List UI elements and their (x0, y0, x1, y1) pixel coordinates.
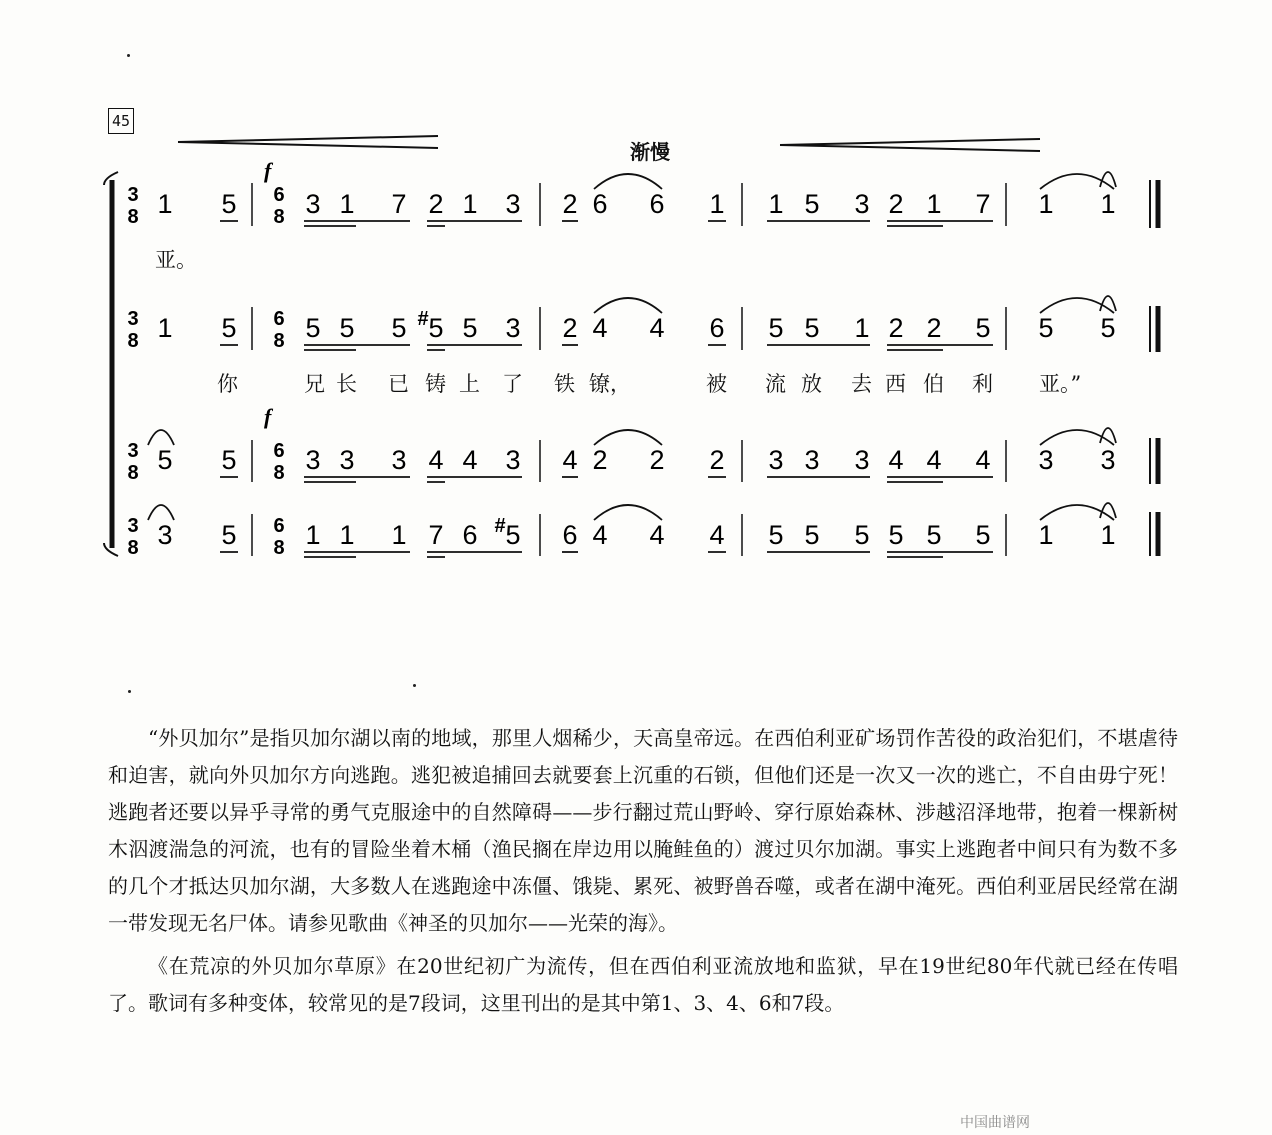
note: 5 (221, 313, 237, 343)
lyric-syllable: 上 (459, 372, 480, 396)
note: 7 (975, 189, 991, 219)
time-sig-num: 6 (273, 184, 285, 206)
note: 7 (428, 520, 444, 550)
scan-speck (128, 690, 131, 693)
note: 4 (975, 445, 991, 475)
note: 3 (854, 189, 870, 219)
lyric-syllable: 铁 (554, 372, 575, 396)
rehearsal-mark: 45 (108, 108, 134, 134)
footer-watermark: 中国曲谱网 (960, 1115, 1030, 1131)
time-sig-num: 6 (273, 515, 285, 537)
note: 6 (562, 520, 578, 550)
time-sig-den: 8 (127, 537, 139, 559)
note: 1 (462, 189, 478, 219)
note: 4 (649, 520, 665, 550)
note: 1 (768, 189, 784, 219)
note: 3 (157, 520, 173, 550)
commentary (108, 720, 1178, 1022)
lyric-syllable: 兄 (304, 372, 325, 396)
note: 4 (592, 520, 608, 550)
note: 5 (1100, 313, 1116, 343)
lyric-syllable: 流 (765, 372, 786, 396)
note: 5 (221, 520, 237, 550)
time-sig-den: 8 (273, 462, 285, 484)
note: 5 (804, 189, 820, 219)
note: 5 (768, 313, 784, 343)
lyric-syllable: 亚。” (1039, 372, 1082, 396)
note: 4 (926, 445, 942, 475)
note: 4 (428, 445, 444, 475)
note: 1 (926, 189, 942, 219)
note: 3 (305, 445, 321, 475)
diminuendo-hairpin (178, 136, 438, 148)
note: 1 (157, 313, 173, 343)
note: 2 (562, 189, 578, 219)
final-barlines (1150, 180, 1158, 556)
note: 3 (505, 189, 521, 219)
lyric-syllable: 镣， (589, 372, 631, 396)
sharp-sign: # (417, 308, 429, 330)
commentary-paragraph-1: “外贝加尔”是指贝加尔湖以南的地域，那里人烟稀少，天高皇帝远。在西伯利亚矿场罚作苦役的政治犯们，不堪虐待和迫害，就向外贝加尔方向逃跑。逃犯被追捕回去就要套上沉重的石锁，但他们还是一次又一次的逃亡，不自由毋宁死！逃跑者还要以异乎寻常的勇气克服途中的自然障碍——步行翻过荒山野岭、穿行原始森林、涉越沼泽地带，抱着一棵新树木泅渡湍急的河流，也有的冒险坐着木桶（渔民搁在岸边用以腌鲑鱼的）渡过贝尔加湖。事实上逃跑者中间只有为数不多的几个才抵达贝加尔湖，大多数人在逃跑途中冻僵、饿毙、累死、被野兽吞噬，或者在湖中淹死。西伯利亚居民经常在湖一带发现无名尸体。请参见歌曲《神圣的贝加尔——光荣的海》。 (108, 726, 1178, 935)
time-sig-den: 8 (127, 462, 139, 484)
lyric-syllable: 已 (388, 372, 409, 396)
note: 5 (1038, 313, 1054, 343)
lyric-syllable: 被 (706, 372, 727, 396)
note: 3 (339, 445, 355, 475)
note: 5 (462, 313, 478, 343)
note: 5 (804, 520, 820, 550)
note: 3 (505, 313, 521, 343)
note: 6 (709, 313, 725, 343)
note: 5 (339, 313, 355, 343)
note: 5 (888, 520, 904, 550)
lyric-syllable: 铸 (425, 372, 446, 396)
note: 1 (391, 520, 407, 550)
time-sig-den: 8 (127, 330, 139, 352)
time-sig-den: 8 (273, 206, 285, 228)
note: 1 (1038, 189, 1054, 219)
note: 2 (562, 313, 578, 343)
lyric-syllable: 利 (972, 372, 993, 396)
note: 4 (888, 445, 904, 475)
dynamic-forte-2: f (264, 404, 272, 429)
tie (594, 505, 662, 520)
note: 3 (768, 445, 784, 475)
note: 1 (157, 189, 173, 219)
note: 2 (888, 189, 904, 219)
note: 5 (505, 520, 521, 550)
lyric-syllable: 放 (801, 372, 822, 396)
system-brace (104, 172, 118, 556)
note: 1 (339, 520, 355, 550)
time-sig-num: 6 (273, 440, 285, 462)
note: 5 (854, 520, 870, 550)
time-sig-den: 8 (273, 537, 285, 559)
lyric-syllable: 西 (885, 372, 906, 396)
note: 4 (709, 520, 725, 550)
note: 1 (1038, 520, 1054, 550)
note: 2 (428, 189, 444, 219)
note: 3 (804, 445, 820, 475)
note: 3 (1038, 445, 1054, 475)
time-sig-den: 8 (127, 206, 139, 228)
note: 4 (462, 445, 478, 475)
note: 2 (709, 445, 725, 475)
note: 2 (926, 313, 942, 343)
note: 7 (391, 189, 407, 219)
tie (148, 505, 174, 520)
note: 1 (709, 189, 725, 219)
time-sig-den: 8 (273, 330, 285, 352)
note: 1 (1100, 520, 1116, 550)
note: 3 (391, 445, 407, 475)
lyric-syllable: 伯 (923, 372, 944, 396)
time-sig-num: 6 (273, 308, 285, 330)
note: 5 (926, 520, 942, 550)
note: 5 (305, 313, 321, 343)
note: 3 (305, 189, 321, 219)
note: 5 (221, 189, 237, 219)
note: 2 (592, 445, 608, 475)
tie (594, 174, 662, 189)
note: 3 (854, 445, 870, 475)
note: 6 (649, 189, 665, 219)
sharp-sign: # (494, 515, 506, 537)
note: 5 (428, 313, 444, 343)
note: 3 (505, 445, 521, 475)
tie (594, 430, 662, 445)
time-sig-num: 3 (127, 515, 139, 537)
note: 3 (1100, 445, 1116, 475)
scan-speck (413, 684, 416, 687)
tempo-marking: 渐慢 (630, 140, 670, 164)
note: 5 (975, 520, 991, 550)
scan-speck (127, 54, 130, 57)
note: 5 (804, 313, 820, 343)
hairpin-right (780, 139, 1040, 151)
note: 5 (157, 445, 173, 475)
time-sig-num: 3 (127, 308, 139, 330)
note: 1 (305, 520, 321, 550)
note: 2 (649, 445, 665, 475)
lyric-syllable: 你 (217, 372, 238, 396)
note: 5 (391, 313, 407, 343)
tie (148, 430, 174, 445)
tie (594, 298, 662, 313)
note: 1 (339, 189, 355, 219)
note: 1 (1100, 189, 1116, 219)
note: 1 (854, 313, 870, 343)
lyric-syllable: 了 (502, 372, 523, 396)
note: 4 (649, 313, 665, 343)
note: 5 (975, 313, 991, 343)
note: 2 (888, 313, 904, 343)
note: 5 (768, 520, 784, 550)
lyric-syllable: 去 (851, 372, 872, 396)
note: 5 (221, 445, 237, 475)
time-sig-num: 3 (127, 440, 139, 462)
note: 4 (592, 313, 608, 343)
note: 4 (562, 445, 578, 475)
note: 6 (592, 189, 608, 219)
lyric-syllable: 长 (336, 372, 357, 396)
lyric-line-1: 亚。 (155, 248, 197, 272)
note: 6 (462, 520, 478, 550)
commentary-paragraph-2: 《在荒凉的外贝加尔草原》在20世纪初广为流传，但在西伯利亚流放地和监狱，早在19世纪80年代就已经在传唱了。歌词有多种变体，较常见的是7段词，这里刊出的是其中第1、3、4、6和7段。 (108, 954, 1178, 1015)
time-sig-num: 3 (127, 184, 139, 206)
dynamic-forte-1: f (264, 158, 272, 183)
